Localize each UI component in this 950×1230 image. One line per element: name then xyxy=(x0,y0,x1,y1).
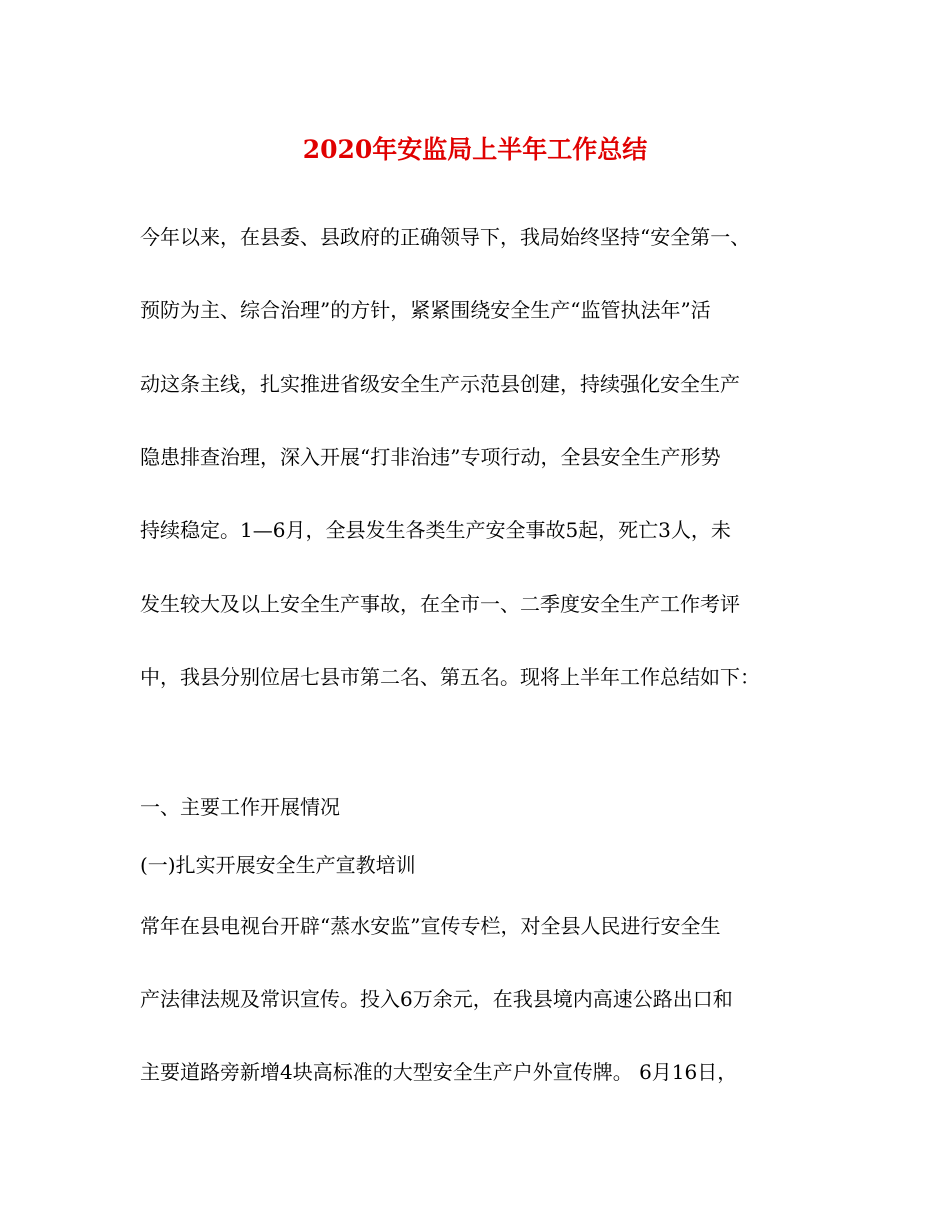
intro-line-1: 今年以来，在县委、县政府的正确领导下，我局始终坚持“安全第一、 xyxy=(140,225,751,249)
intro-line-4: 隐患排查治理，深入开展“打非治违”专项行动，全县安全生产形势 xyxy=(140,445,721,469)
intro-line-2: 预防为主、综合治理”的方针，紧紧围绕安全生产“监管执法年”活 xyxy=(140,298,711,322)
intro-line-7: 中，我县分别位居七县市第二名、第五名。现将上半年工作总结如下： xyxy=(140,665,760,689)
body-line-2: 产法律法规及常识宣传。投入6万余元，在我县境内高速公路出口和 xyxy=(140,987,733,1011)
intro-line-5: 持续稳定。1—6月，全县发生各类生产安全事故5起，死亡3人，未 xyxy=(140,518,731,542)
intro-line-6: 发生较大及以上安全生产事故，在全市一、二季度安全生产工作考评 xyxy=(140,592,740,616)
body-line-1: 常年在县电视台开辟“蒸水安监”宣传专栏，对全县人民进行安全生 xyxy=(140,914,721,938)
subsection-heading: (一)扎实开展安全生产宣教培训 xyxy=(140,853,416,877)
intro-line-3: 动这条主线，扎实推进省级安全生产示范县创建，持续强化安全生产 xyxy=(140,372,740,396)
document-title: 2020年安监局上半年工作总结 xyxy=(302,135,648,164)
section-heading: 一、主要工作开展情况 xyxy=(140,795,340,819)
body-line-3: 主要道路旁新增4块高标准的大型安全生产户外宣传牌。 6月16日， xyxy=(140,1060,738,1084)
